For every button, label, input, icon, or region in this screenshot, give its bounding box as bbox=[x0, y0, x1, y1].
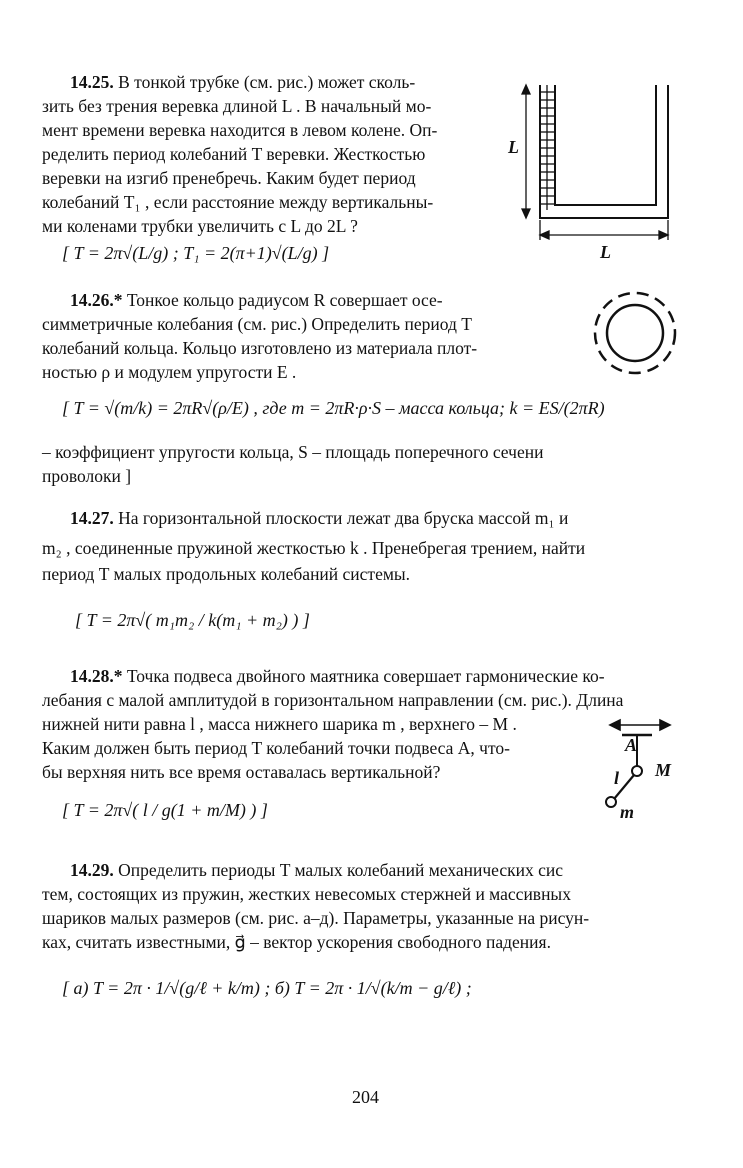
problem-14-26-line-3: колебаний кольца. Кольцо изготовлено из материала плот- bbox=[42, 338, 478, 358]
problem-14-25-line-3: мент времени веревка находится в левом колене. Оп- bbox=[42, 120, 438, 140]
problem-14-29-line-3: шариков малых размеров (см. рис. а–д). Параметры, указанные на рисун- bbox=[42, 908, 590, 928]
text-line: На горизонтальной плоскости лежат два бруска массой m₁ и bbox=[118, 508, 569, 528]
problem-14-28-line-5: бы верхняя нить все время оставалась вертикальной? bbox=[42, 762, 441, 782]
problem-number: 14.28.* bbox=[70, 666, 123, 686]
u-tube-label-height: L bbox=[508, 137, 519, 157]
text-line: Определить периоды T малых колебаний механических сис bbox=[118, 860, 564, 880]
problem-14-25-line-1 bbox=[70, 70, 415, 94]
problem-14-25-answer: [ T = 2π√(L/g) ; T₁ = 2(π+1)√(L/g) ] bbox=[62, 243, 330, 263]
problem-number: 14.25. bbox=[70, 72, 114, 92]
problem-14-26-line-2: симметричные колебания (см. рис.) Определить период T bbox=[42, 314, 472, 334]
problem-14-25-line-2: зить без трения веревка длиной L . В начальный мо- bbox=[42, 96, 432, 116]
problem-14-29-answer: [ а) T = 2π · 1/√(g/ℓ + k/m) ; б) T = 2π · 1/√(k/m − g/ℓ) ; bbox=[62, 978, 472, 998]
ring-figure bbox=[590, 288, 680, 378]
problem-number: 14.27. bbox=[70, 508, 114, 528]
problem-14-28-line-4: Каким должен быть период T колебаний точки подвеса A, что- bbox=[42, 738, 510, 758]
problem-number: 14.29. bbox=[70, 860, 114, 880]
problem-14-27-line-3: период T малых продольных колебаний системы. bbox=[42, 564, 411, 584]
problem-14-29-line-2: тем, состоящих из пружин, жестких невесомых стержней и массивных bbox=[42, 884, 571, 904]
problem-14-28-line-2: лебания с малой амплитудой в горизонтальном направлении (см. рис.). Длина bbox=[42, 690, 624, 710]
problem-14-25-line-5: веревки на изгиб пренебречь. Каким будет период bbox=[42, 168, 416, 188]
problem-14-25-line-7: ми коленами трубки увеличить с L до 2L ? bbox=[42, 216, 358, 236]
problem-14-28-answer: [ T = 2π√( l / g(1 + m/M) ) ] bbox=[62, 800, 268, 820]
problem-14-26-line-1 bbox=[70, 288, 443, 312]
page-number: 204 bbox=[352, 1087, 379, 1107]
u-tube-label-width: L bbox=[600, 242, 611, 262]
problem-14-26-line-4: ностью ρ и модулем упругости E . bbox=[42, 362, 297, 382]
pendulum-label-m: m bbox=[620, 802, 635, 822]
pendulum-label-l: l bbox=[614, 768, 620, 788]
problem-14-27-answer: [ T = 2π√( m₁m₂ / k(m₁ + m₂) ) ] bbox=[75, 610, 310, 630]
text-line: Тонкое кольцо радиусом R совершает осе- bbox=[126, 290, 443, 310]
problem-14-27-line-2: m₂ , соединенные пружиной жесткостью k . Пренебрегая трением, найти bbox=[42, 538, 586, 558]
problem-14-29-line-4: ках, считать известными, g⃗ – вектор ускорения свободного падения. bbox=[42, 932, 551, 952]
text-line: Точка подвеса двойного маятника совершает гармонические ко- bbox=[126, 666, 605, 686]
problem-14-28-line-3: нижней нити равна l , масса нижнего шарика m , верхнего – M . bbox=[42, 714, 517, 734]
u-tube-figure bbox=[500, 80, 700, 265]
pendulum-label-M: M bbox=[655, 760, 672, 780]
problem-14-25-line-4: ределить период колебаний T веревки. Жесткостью bbox=[42, 144, 426, 164]
problem-14-27-line-1 bbox=[70, 506, 568, 530]
problem-14-26-answer-tail-1: – коэффициент упругости кольца, S – площадь поперечного сечени bbox=[42, 442, 544, 462]
problem-14-29-line-1 bbox=[70, 858, 563, 882]
problem-14-26-answer-tail-2: проволоки ] bbox=[42, 466, 132, 486]
problem-number: 14.26.* bbox=[70, 290, 123, 310]
problem-14-25-line-6: колебаний T₁ , если расстояние между вертикальны- bbox=[42, 192, 434, 212]
problem-14-26-answer: [ T = √(m/k) = 2πR√(ρ/E) , где m = 2πR·ρ·S – масса кольца; k = ES/(2πR) bbox=[62, 398, 605, 418]
problem-14-28-line-1 bbox=[70, 664, 605, 688]
text-line: В тонкой трубке (см. рис.) может сколь- bbox=[118, 72, 416, 92]
pendulum-label-A: A bbox=[625, 735, 638, 755]
